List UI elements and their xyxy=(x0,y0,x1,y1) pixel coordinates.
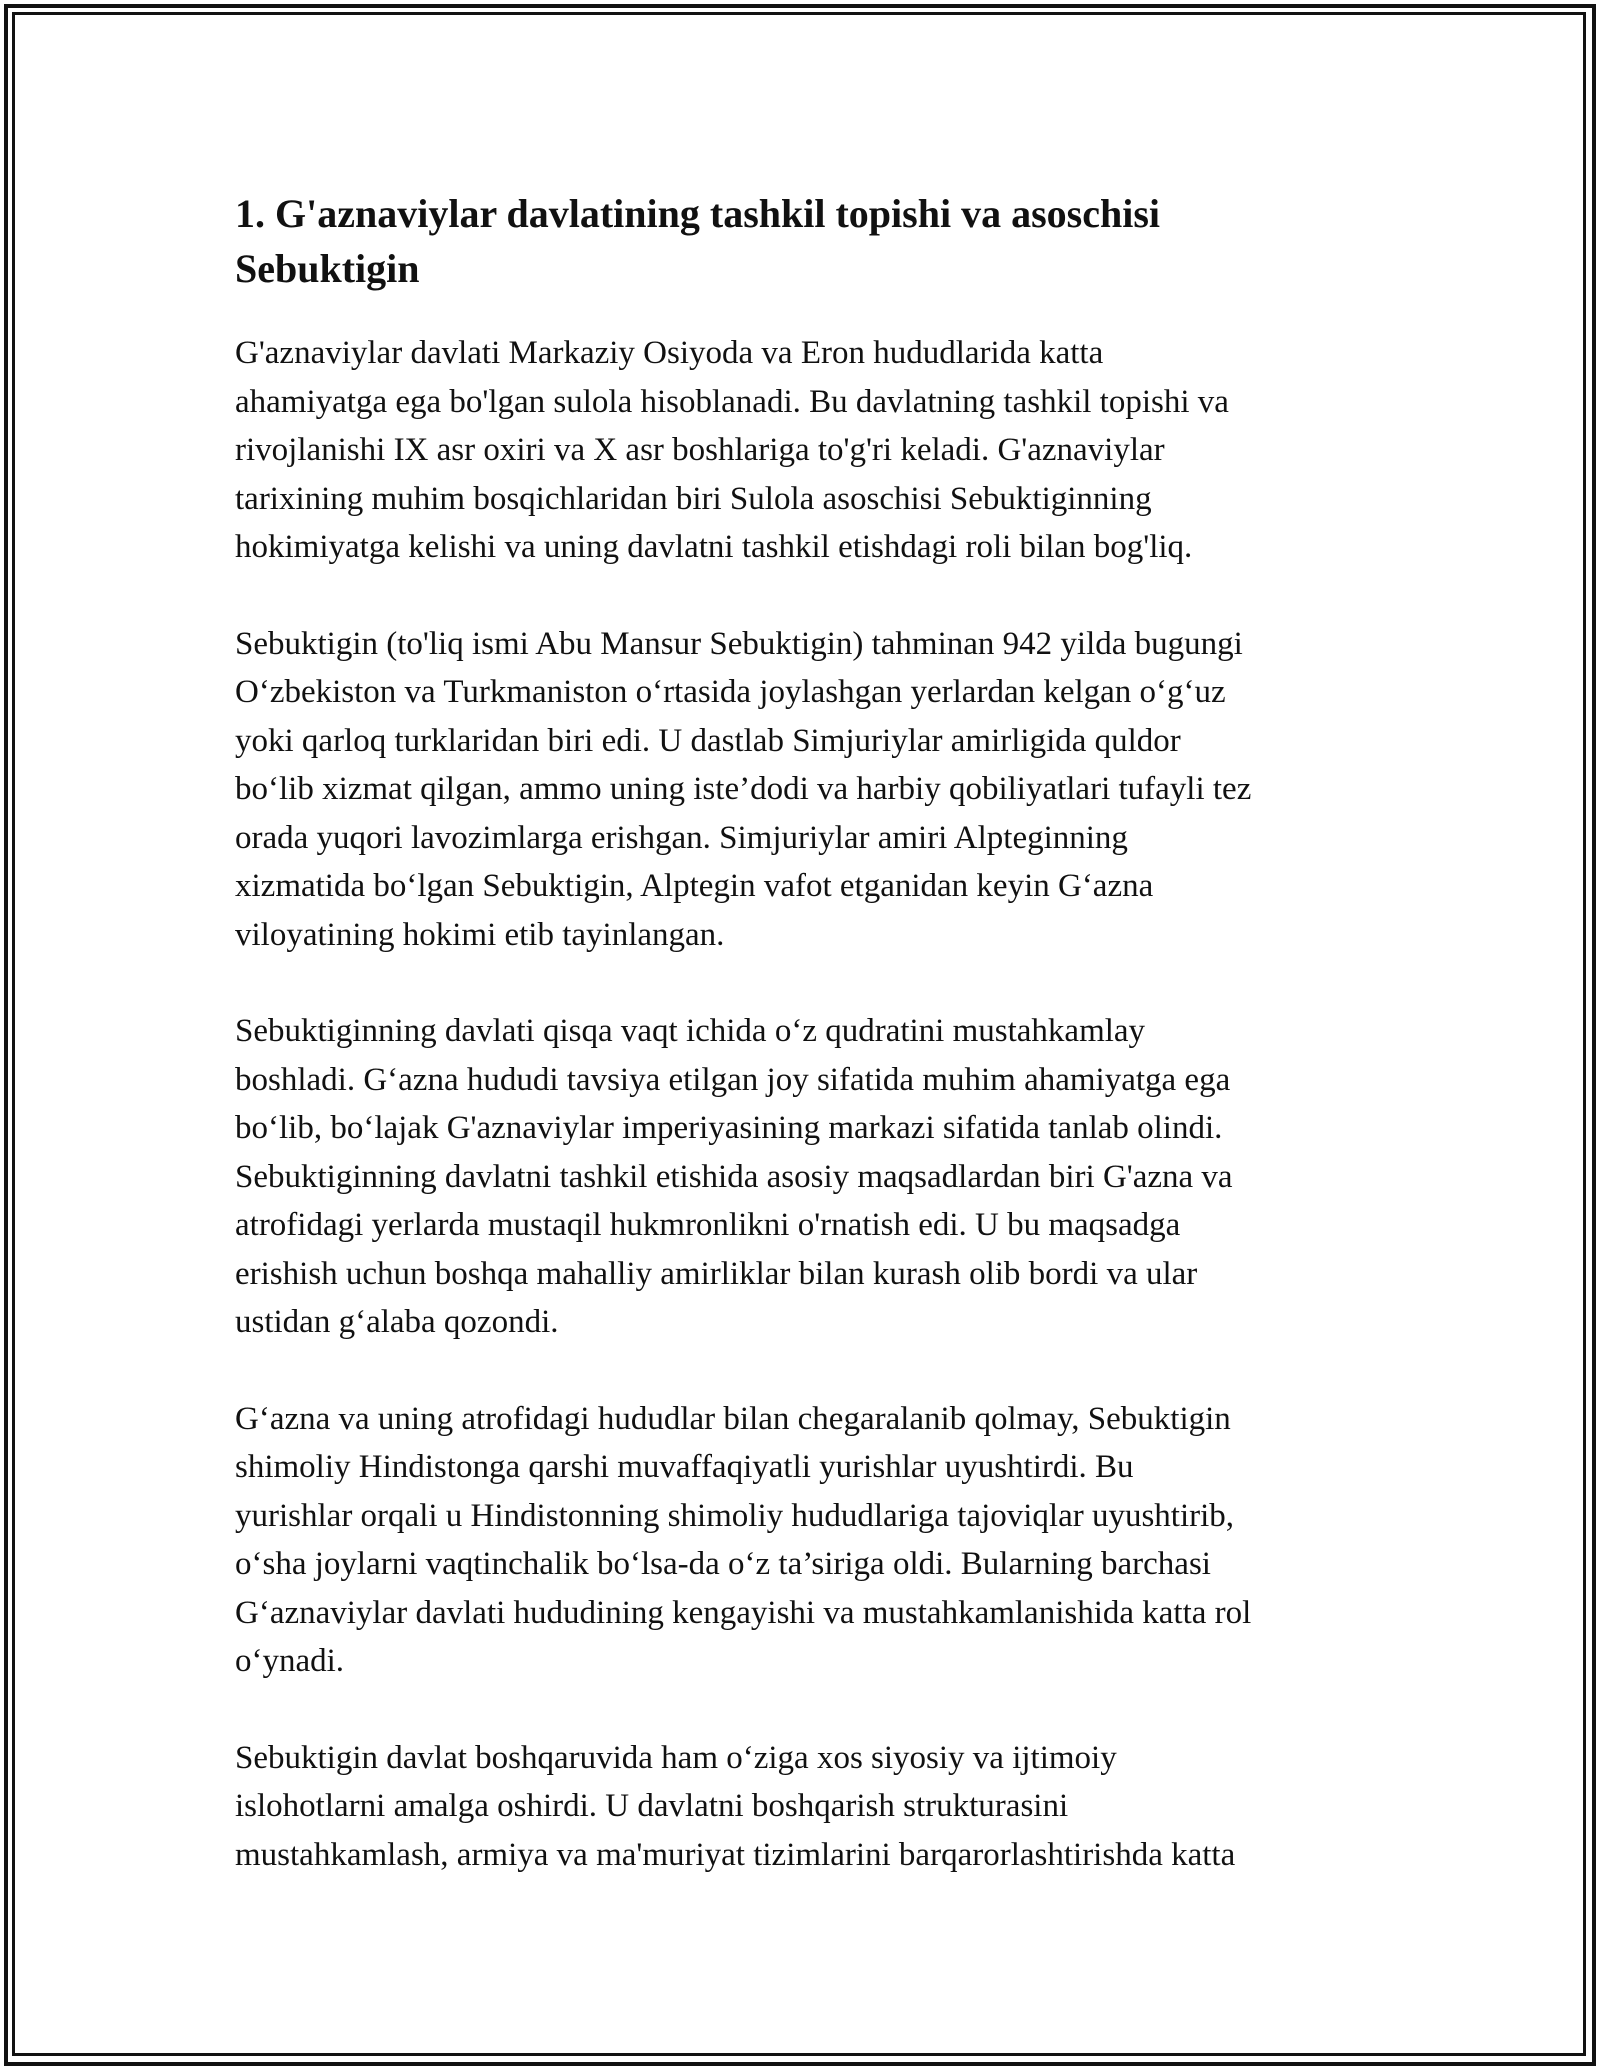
text-line: o‘sha joylarni vaqtinchalik bo‘lsa-da o‘z ta’siriga oldi. Bularning barchasi xyxy=(235,1546,1211,1582)
document-body xyxy=(235,186,1375,1927)
text-line: atrofidagi yerlarda mustaqil hukmronlikni o'rnatish edi. U bu maqsadga xyxy=(235,1207,1181,1243)
heading-line: 1. G'aznaviylar davlatining tashkil topishi va asoschisi xyxy=(235,191,1161,236)
text-line: Sebuktigin davlat boshqaruvida ham o‘ziga xos siyosiy va ijtimoiy xyxy=(235,1739,1117,1776)
text-line: mustahkamlash, armiya va ma'muriyat tizimlarini barqarorlashtirishda katta xyxy=(235,1836,1236,1873)
paragraph-5 xyxy=(235,1734,1375,1880)
text-line: erishish uchun boshqa mahalliy amirliklar bilan kurash olib bordi va ular xyxy=(235,1255,1198,1292)
text-line: islohotlarni amalga oshirdi. U davlatni boshqarish strukturasini xyxy=(235,1788,1069,1824)
text-line: bo‘lib, bo‘lajak G'aznaviylar imperiyasining markazi sifatida tanlab olindi. xyxy=(235,1110,1223,1146)
text-line: G‘azna va uning atrofidagi hududlar bilan chegaralanib qolmay, Sebuktigin xyxy=(235,1400,1231,1437)
paragraph-2 xyxy=(235,620,1375,960)
text-line: rivojlanishi IX asr oxiri va X asr boshlariga to'g'ri keladi. G'aznaviylar xyxy=(235,432,1165,468)
text-line: Sebuktiginning davlati qisqa vaqt ichida o‘z qudratini mustahkamlay xyxy=(235,1013,1146,1049)
text-line: tarixining muhim bosqichlaridan biri Sulola asoschisi Sebuktiginning xyxy=(235,480,1152,517)
text-line: Sebuktiginning davlatni tashkil etishida asosiy maqsadlardan biri G'azna va xyxy=(235,1158,1233,1195)
text-line: G‘aznaviylar davlati hududining kengayishi va mustahkamlanishida katta rol xyxy=(235,1594,1252,1631)
heading-line: Sebuktigin xyxy=(235,246,420,291)
text-line: yurishlar orqali u Hindistonning shimoliy hududlariga tajoviqlar uyushtirib, xyxy=(235,1497,1235,1534)
text-line: xizmatida bo‘lgan Sebuktigin, Alptegin vafot etganidan keyin G‘azna xyxy=(235,868,1154,904)
paragraph-3 xyxy=(235,1007,1375,1347)
text-line: boshladi. G‘azna hududi tavsiya etilgan joy sifatida muhim ahamiyatga ega xyxy=(235,1061,1231,1098)
text-line: shimoliy Hindistonga qarshi muvaffaqiyatli yurishlar uyushtirdi. Bu xyxy=(235,1449,1134,1485)
paragraph-4 xyxy=(235,1395,1375,1686)
text-line: viloyatining hokimi etib tayinlangan. xyxy=(235,916,725,953)
text-line: Sebuktigin (to'liq ismi Abu Mansur Sebuktigin) tahminan 942 yilda bugungi xyxy=(235,625,1243,662)
text-line: hokimiyatga kelishi va uning davlatni tashkil etishdagi roli bilan bog'liq. xyxy=(235,529,1193,565)
section-heading xyxy=(235,186,1375,296)
text-line: bo‘lib xizmat qilgan, ammo uning iste’dodi va harbiy qobiliyatlari tufayli tez xyxy=(235,771,1252,807)
text-line: ahamiyatga ega bo'lgan sulola hisoblanadi. Bu davlatning tashkil topishi va xyxy=(235,383,1229,420)
text-line: yoki qarloq turklaridan biri edi. U dastlab Simjuriylar amirligida quldor xyxy=(235,722,1181,759)
text-line: o‘ynadi. xyxy=(235,1643,345,1679)
text-line: orada yuqori lavozimlarga erishgan. Simjuriylar amiri Alpteginning xyxy=(235,819,1128,856)
paragraph-1 xyxy=(235,329,1375,572)
text-line: O‘zbekiston va Turkmaniston o‘rtasida joylashgan yerlardan kelgan o‘g‘uz xyxy=(235,674,1226,710)
text-line: ustidan g‘alaba qozondi. xyxy=(235,1304,559,1340)
text-line: G'aznaviylar davlati Markaziy Osiyoda va Eron hududlarida katta xyxy=(235,335,1104,371)
